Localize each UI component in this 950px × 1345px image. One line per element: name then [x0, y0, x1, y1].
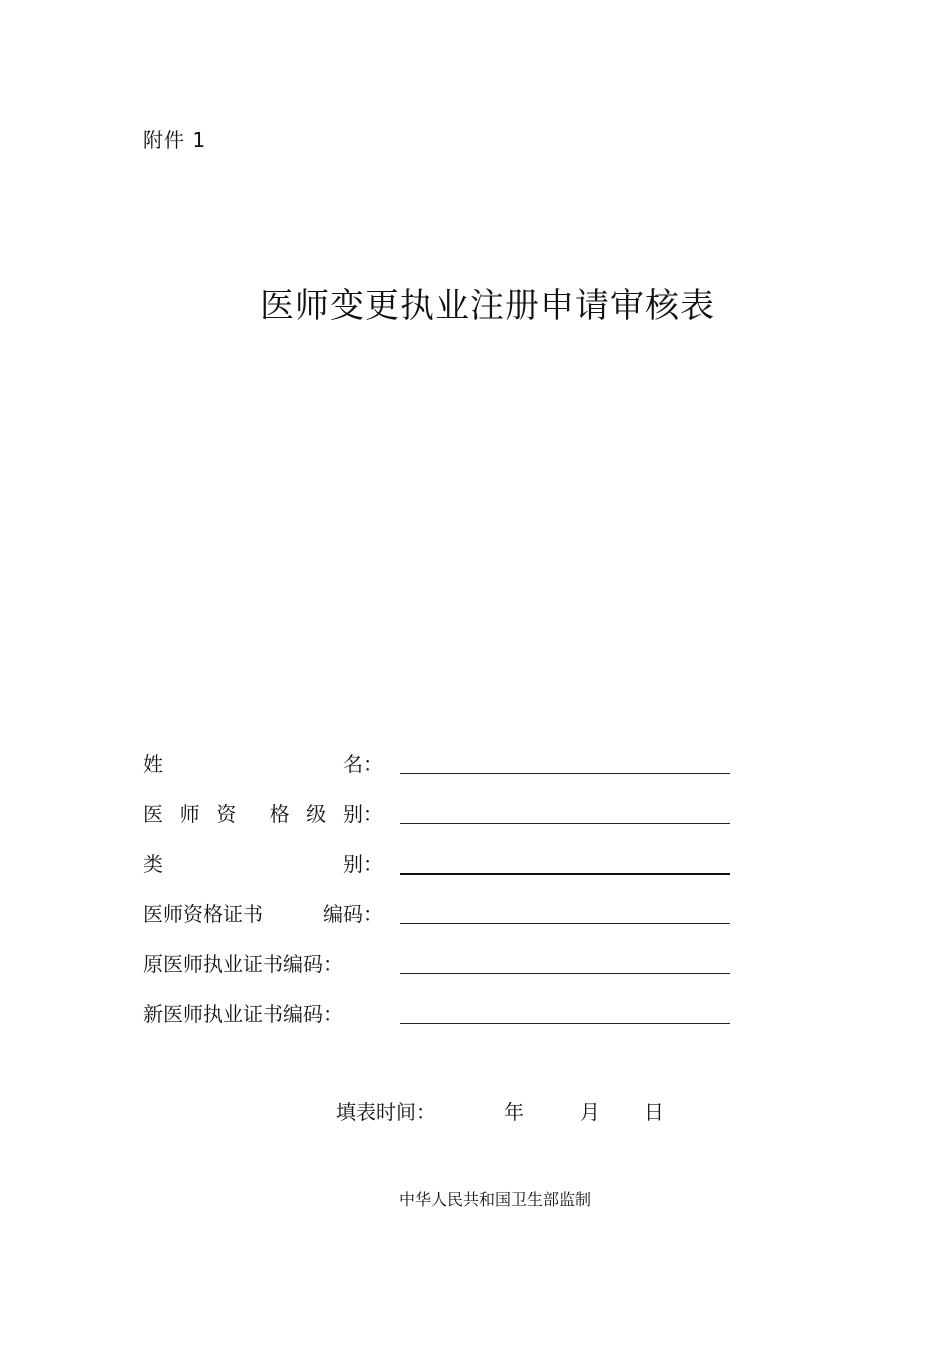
label-part: 医 — [143, 802, 163, 826]
fill-date-month: 月 — [580, 1100, 600, 1124]
field-new-practice-cert-code — [143, 998, 743, 1030]
label-part: 医师资格证书 — [143, 902, 263, 926]
field-qualification-level — [143, 798, 743, 830]
label-part: 别： — [343, 852, 383, 876]
supervisor-footer: 中华人民共和国卫生部监制 — [398, 1190, 591, 1209]
fill-date-year: 年 — [504, 1100, 524, 1124]
label-part: 师 — [179, 802, 200, 826]
fill-date-label: 填表时间： — [336, 1100, 436, 1124]
field-category-label — [143, 848, 383, 880]
label-part: 名： — [343, 752, 383, 776]
label-part: 原医师执业证书编码： — [143, 952, 343, 976]
label-part: 姓 — [143, 752, 163, 776]
label-part: 编码： — [323, 902, 383, 926]
field-old-practice-cert-code-input-line[interactable] — [400, 973, 730, 974]
field-name-label — [143, 748, 383, 780]
label-part: 别： — [342, 802, 383, 826]
form-title: 医师变更执业注册申请审核表 — [260, 286, 715, 326]
field-qualification-cert-code-input-line[interactable] — [400, 923, 730, 924]
label-part: 新医师执业证书编码： — [143, 1002, 343, 1026]
field-qualification-level-input-line[interactable] — [400, 823, 730, 824]
field-old-practice-cert-code-label — [143, 948, 383, 980]
label-part: 类 — [143, 852, 163, 876]
field-qualification-level-label — [143, 798, 383, 830]
field-qualification-cert-code-label — [143, 898, 383, 930]
field-old-practice-cert-code — [143, 948, 743, 980]
fill-date-day: 日 — [644, 1100, 664, 1124]
field-category — [143, 848, 743, 880]
label-part: 资 — [216, 802, 237, 826]
field-qualification-cert-code — [143, 898, 743, 930]
field-new-practice-cert-code-label — [143, 998, 383, 1030]
attachment-label: 附件 1 — [143, 128, 207, 152]
field-name-input-line[interactable] — [400, 773, 730, 774]
label-part: 级 — [306, 802, 327, 826]
field-category-input-line[interactable] — [400, 873, 730, 875]
field-new-practice-cert-code-input-line[interactable] — [400, 1023, 730, 1024]
label-part: 格 — [269, 802, 290, 826]
field-name — [143, 748, 743, 780]
